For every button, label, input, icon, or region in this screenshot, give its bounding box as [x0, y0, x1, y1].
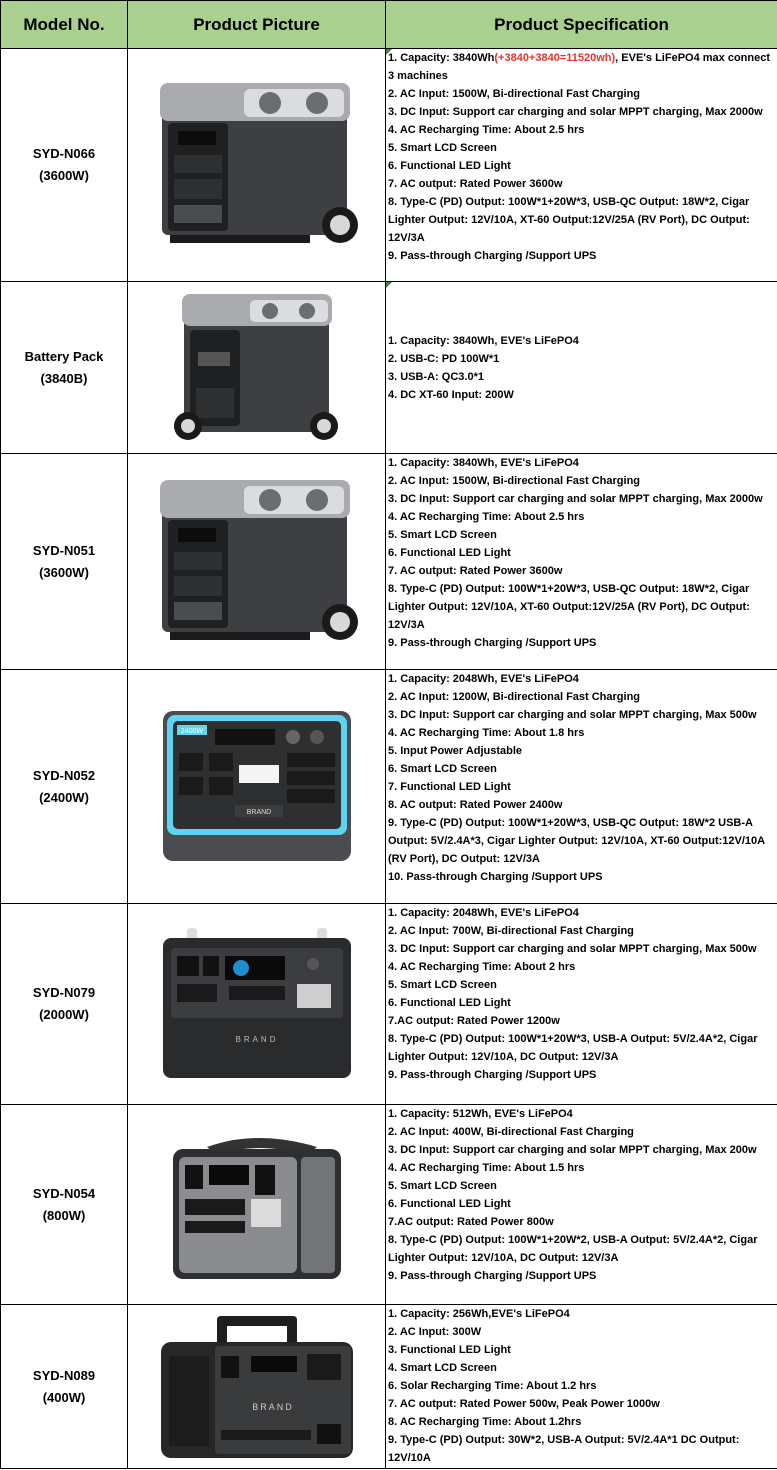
spec-line: 5. Smart LCD Screen [388, 1180, 497, 1192]
product-picture [128, 282, 386, 454]
spec-line: 2. USB-C: PD 100W*1 [388, 352, 500, 365]
spec-line: 6. Functional LED Light [388, 160, 511, 172]
spec-line: 2. AC Input: 1500W, Bi-directional Fast Charging [388, 88, 641, 100]
spec-line: 4. AC Recharging Time: About 2.5 hrs [388, 124, 585, 136]
spec-line: 5. Smart LCD Screen [388, 142, 497, 154]
power-station-image [152, 75, 362, 255]
svg-text:BRAND: BRAND [246, 808, 271, 816]
table-row [1, 904, 777, 1105]
model-number: SYD-N066 [32, 146, 96, 161]
header-row [1, 1, 777, 49]
spec-cell [386, 282, 777, 454]
svg-text:BRAND: BRAND [234, 1035, 279, 1044]
spec-line: 5. Input Power Adjustable [388, 745, 523, 757]
spec-line: 7. AC output: Rated Power 500w, Peak Power 1000w [388, 1398, 660, 1410]
spec-line: 1. Capacity: 512Wh, EVE's LiFePO4 [388, 1108, 573, 1120]
model-number: SYD-N051 [32, 542, 96, 558]
spec-line: 1. Capacity: 3840Wh, EVE's LiFePO4 [388, 334, 579, 347]
product-picture [128, 670, 386, 904]
spec-line: 9. Type-C (PD) Output: 100W*1+20W*3, USB-QC Output: 18W*2 USB-A Output: 5V/2.4A*3, Cigar Lighter Output: 12V/10A, XT-60 Output:12V/10A (RV Port), DC Output: 12V/3A [388, 817, 765, 865]
model-power: (2000W) [39, 1007, 89, 1022]
spec-line: 4. AC Recharging Time: About 1.5 hrs [388, 1162, 585, 1174]
spec-line: 7.AC output: Rated Power 1200w [388, 1015, 560, 1027]
spec-line: 4. AC Recharging Time: About 1.8 hrs [388, 727, 585, 739]
spec-cell [386, 670, 777, 904]
model-number: SYD-N054 [32, 1185, 96, 1201]
spec-line: 10. Pass-through Charging /Support UPS [388, 871, 603, 883]
spec-line: 1. Capacity: 2048Wh, EVE's LiFePO4 [388, 673, 579, 685]
spec-line: 9. Pass-through Charging /Support UPS [388, 1069, 597, 1081]
model-cell [1, 454, 128, 670]
battery-pack-image [172, 288, 342, 448]
header-model: Model No. [1, 1, 128, 49]
spec-line: 8. Type-C (PD) Output: 100W*1+20W*3, USB-QC Output: 18W*2, Cigar Lighter Output: 12V/10A, XT-60 Output:12V/25A (RV Port), DC Output: 12V/3A [388, 196, 750, 244]
table-row [1, 282, 777, 454]
spec-line: 9. Type-C (PD) Output: 30W*2, USB-A Output: 5V/2.4A*1 DC Output: 12V/10A [388, 1434, 740, 1464]
spec-cell [386, 1305, 777, 1469]
svg-text:BRAND: BRAND [251, 1401, 294, 1412]
spec-line: 8. Type-C (PD) Output: 100W*1+20W*3, USB-QC Output: 18W*2, Cigar Lighter Output: 12V/10A, XT-60 Output:12V/25A (RV Port), DC Output: 12V/3A [388, 583, 750, 631]
spec-line: 3. DC Input: Support car charging and solar MPPT charging, Max 500w [388, 943, 757, 955]
model-power: (400W) [42, 1389, 86, 1405]
spec-line: 7. AC output: Rated Power 3600w [388, 178, 563, 190]
table-row [1, 670, 777, 904]
table-row [1, 1305, 777, 1469]
table-row [1, 49, 777, 282]
model-cell [1, 670, 128, 904]
spec-line: 7.AC output: Rated Power 800w [388, 1216, 554, 1228]
spec-line: 8. AC Recharging Time: About 1.2hrs [388, 1416, 582, 1428]
spec-cell [386, 1105, 777, 1305]
spec-line: 3. DC Input: Support car charging and solar MPPT charging, Max 200w [388, 1144, 757, 1156]
spec-line: 6. Functional LED Light [388, 547, 511, 559]
model-cell [1, 1105, 128, 1305]
spec-line: 9. Pass-through Charging /Support UPS [388, 1270, 597, 1282]
model-cell [1, 904, 128, 1105]
model-number: SYD-N079 [32, 985, 96, 1000]
spec-cell [386, 904, 777, 1105]
spec-line: 3. DC Input: Support car charging and solar MPPT charging, Max 2000w [388, 106, 763, 118]
spec-line: 2. AC Input: 400W, Bi-directional Fast Charging [388, 1126, 634, 1138]
spec-line: 1. Capacity: 256Wh,EVE's LiFePO4 [388, 1308, 570, 1320]
spec-line: 4. AC Recharging Time: About 2 hrs [388, 961, 576, 973]
capacity-expansion: (+3840+3840=11520wh) [494, 52, 616, 64]
spec-line: 2. AC Input: 700W, Bi-directional Fast Charging [388, 925, 634, 937]
model-power: (3600W) [39, 564, 89, 580]
spec-line: 1. Capacity: 2048Wh, EVE's LiFePO4 [388, 907, 579, 919]
power-station-image [157, 924, 357, 1084]
spec-line: 9. Pass-through Charging /Support UPS [388, 637, 597, 649]
model-number: SYD-N052 [32, 767, 96, 783]
spec-line: 6. Solar Recharging Time: About 1.2 hrs [388, 1380, 597, 1392]
spec-line: 2. AC Input: 1500W, Bi-directional Fast Charging [388, 475, 641, 487]
model-cell [1, 49, 128, 282]
spec-line: 1. Capacity: 3840Wh(+3840+3840=11520wh), EVE's LiFePO4 max connect 3 machines [388, 52, 771, 82]
power-station-image [167, 1125, 347, 1285]
spec-line: 7. Functional LED Light [388, 781, 511, 793]
spec-line: 2. AC Input: 1200W, Bi-directional Fast Charging [388, 691, 641, 703]
product-picture [128, 454, 386, 670]
product-picture [128, 1105, 386, 1305]
model-number: SYD-N089 [32, 1367, 96, 1383]
spec-line: 8. AC output: Rated Power 2400w [388, 799, 563, 811]
spec-cell [386, 49, 777, 282]
spec-line: 9. Pass-through Charging /Support UPS [388, 250, 597, 262]
table-row [1, 1105, 777, 1305]
spec-cell [386, 454, 777, 670]
product-picture [128, 49, 386, 282]
header-spec: Product Specification [386, 1, 777, 49]
header-picture: Product Picture [128, 1, 386, 49]
model-number: Battery Pack [24, 348, 104, 364]
spec-line: 3. USB-A: QC3.0*1 [388, 370, 484, 383]
spec-line: 3. DC Input: Support car charging and solar MPPT charging, Max 500w [388, 709, 757, 721]
spec-line: 4. Smart LCD Screen [388, 1362, 497, 1374]
spec-line: 7. AC output: Rated Power 3600w [388, 565, 563, 577]
spec-line: 2. AC Input: 300W [388, 1326, 482, 1338]
model-cell [1, 1305, 128, 1469]
spec-line: 5. Smart LCD Screen [388, 529, 497, 541]
power-station-image [159, 707, 355, 867]
spec-line: 8. Type-C (PD) Output: 100W*1+20W*3, USB-A Output: 5V/2.4A*2, Cigar Lighter Output: 12V/10A, DC Output: 12V/3A [388, 1033, 758, 1063]
power-station-image [152, 472, 362, 652]
product-picture [128, 1305, 386, 1469]
spec-line: 5. Smart LCD Screen [388, 979, 497, 991]
spec-line: 4. DC XT-60 Input: 200W [388, 388, 514, 401]
spec-line: 8. Type-C (PD) Output: 100W*1+20W*2, USB-A Output: 5V/2.4A*2, Cigar Lighter Output: 12V/10A, DC Output: 12V/3A [388, 1234, 758, 1264]
model-power: (2400W) [39, 789, 89, 805]
product-picture [128, 904, 386, 1105]
spec-line: 3. DC Input: Support car charging and solar MPPT charging, Max 2000w [388, 493, 763, 505]
spec-line: 6. Functional LED Light [388, 1198, 511, 1210]
spec-line: 3. Functional LED Light [388, 1344, 511, 1356]
spec-line: 1. Capacity: 3840Wh, EVE's LiFePO4 [388, 457, 579, 469]
model-power: (800W) [42, 1207, 86, 1223]
model-power: (3840B) [40, 370, 88, 386]
svg-text:2400W: 2400W [180, 727, 203, 735]
spec-line: 6. Functional LED Light [388, 997, 511, 1009]
spec-line: 4. AC Recharging Time: About 2.5 hrs [388, 511, 585, 523]
table-row [1, 454, 777, 670]
model-cell [1, 282, 128, 454]
spec-line: 6. Smart LCD Screen [388, 763, 497, 775]
model-power: (3600W) [39, 168, 89, 183]
power-station-image [157, 1312, 357, 1462]
